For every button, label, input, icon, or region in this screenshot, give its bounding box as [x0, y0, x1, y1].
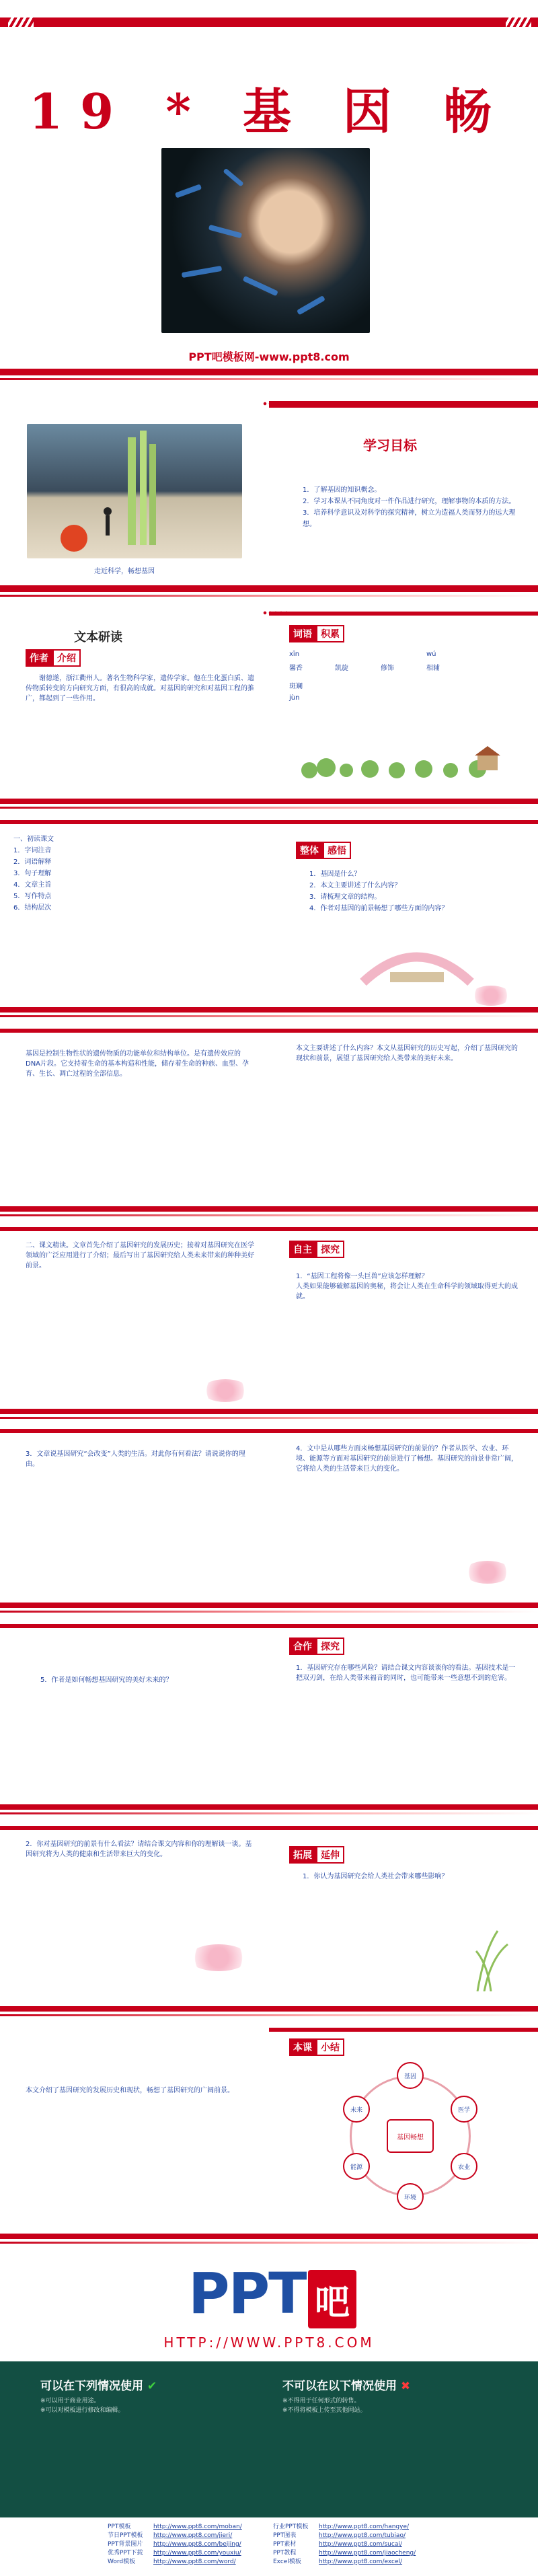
bottom-gradient-line — [0, 1214, 538, 1216]
check-icon: ✔ — [147, 2380, 157, 2393]
q2-answer: 本文主要讲述了什么内容？本文从基因研究的历史写起，介绍了基因研究的现状和前景，展望了基因研究给人类带来的美好未来。 — [296, 1045, 518, 1062]
image-caption: 走近科学，畅想基因 — [94, 568, 155, 575]
cannot-use-list: ※不得用于任何形式的转售。 ※不得将模板上传至其他网站。 — [282, 2398, 367, 2414]
footer-link[interactable]: PPT吧模板网-www.ppt8.com — [188, 351, 350, 363]
top-red-bar — [269, 612, 538, 616]
slide-questions — [0, 1026, 538, 1218]
diagram-node: 环境 — [397, 2183, 424, 2210]
top-red-bar — [0, 1624, 538, 1628]
resource-link[interactable]: http://www.ppt8.com/jieri/ — [153, 2532, 233, 2539]
bottom-red-bar — [0, 1206, 538, 1212]
dna-strands-illustration — [161, 148, 370, 333]
top-red-bar — [0, 820, 538, 824]
summary-text: 本文介绍了基因研究的发展历史和现状，畅想了基因研究的广阔前景。 — [26, 2087, 234, 2094]
diagram-node: 农业 — [451, 2153, 477, 2180]
cooperate-right: 1．基因研究存在哪些风险？请结合课文内容谈谈你的看法。基因技术是一把双刃剑，在给人类带来福音的同时，也可能带来一些意想不到的危害。 — [296, 1664, 516, 1682]
bottom-red-bar — [0, 1007, 538, 1013]
top-red-bar — [0, 17, 538, 27]
resource-link[interactable]: http://www.ppt8.com/youxiu/ — [153, 2550, 241, 2556]
goals-list — [303, 484, 518, 530]
author-badge: 作者 介绍 — [26, 649, 81, 667]
bottom-gradient-line — [0, 378, 538, 380]
site-url[interactable]: HTTP://WWW.PPT8.COM — [163, 2334, 375, 2351]
celery-man-image — [27, 424, 242, 558]
reading-item: 1．字词注音 — [13, 847, 52, 854]
resource-link[interactable]: http://www.ppt8.com/excel/ — [319, 2559, 403, 2565]
question-item: 4．作者对基因的前景畅想了哪些方面的内容？ — [309, 905, 449, 912]
overall-badge: 整体 感悟 — [296, 842, 351, 859]
link-label: PPT背景图片 — [108, 2541, 143, 2548]
can-use-list: ※可以用于商业用途。 ※可以对模板进行修改和编辑。 — [40, 2398, 124, 2414]
bottom-red-bar — [0, 2006, 538, 2012]
baby-dna-image — [161, 148, 370, 333]
bottom-red-bar — [0, 1409, 538, 1414]
slide-extend — [0, 1823, 538, 2018]
blossom-decor — [471, 986, 511, 1006]
resource-link[interactable]: http://www.ppt8.com/moban/ — [153, 2524, 242, 2530]
cannot-use-title: 不可以在以下情况使用 ✖ — [282, 2380, 411, 2393]
bottom-red-bar — [0, 2234, 538, 2239]
discussion-left: 3．文章说基因研究“会改变”人类的生活。对此你有何看法？请说说你的理由。 — [26, 1450, 245, 1468]
question-item: 1．基因是什么？ — [309, 871, 361, 878]
goal-item: 2．学习本课从不同角度对一件作品进行研究，理解事物的本质的方法。 — [303, 498, 516, 505]
bottom-red-bar — [0, 1804, 538, 1810]
top-red-bar — [269, 2028, 538, 2032]
bottom-gradient-line — [0, 595, 538, 597]
ppt-logo: PPT 吧 — [188, 2260, 356, 2328]
q1-answer: 基因是控制生物性状的遗传物质的功能单位和结构单位。是有遗传效应的DNA片段。它支持着生命的基本构造和性能，储存着生命的种族、血型、孕育、生长、凋亡过程的全部信息。 — [26, 1050, 249, 1078]
blossom-decor — [188, 1944, 249, 1971]
decor-stripes — [506, 17, 531, 27]
link-label: PPT素材 — [273, 2541, 297, 2548]
diagram-node: 医学 — [451, 2096, 477, 2123]
slide-summary — [0, 2025, 538, 2247]
resource-links — [108, 2523, 457, 2567]
decor-dots — [262, 610, 288, 616]
link-label: PPT模板 — [108, 2524, 131, 2530]
reading-item: 2．词语解释 — [13, 858, 52, 866]
reading-summary: 二、课文精读。文章首先介绍了基因研究的发展历史；接着对基因研究在医学领域的广泛应用进行了介绍；最后写出了基因研究给人类未来带来的种种美好前景。 — [26, 1242, 254, 1269]
link-label: 节日PPT模板 — [108, 2532, 143, 2539]
resource-link[interactable]: http://www.ppt8.com/hangye/ — [319, 2524, 410, 2530]
study-heading: 文本研读 — [74, 630, 122, 645]
can-use-title: 可以在下列情况使用 ✔ — [40, 2380, 157, 2393]
link-label: Word模板 — [108, 2559, 136, 2565]
resource-link[interactable]: http://www.ppt8.com/word/ — [153, 2559, 236, 2565]
diagram-node: 基因 — [397, 2062, 424, 2089]
slide-overall — [0, 817, 538, 1019]
question-item: 3．请梳理文章的结构。 — [309, 893, 381, 901]
reading-item: 一、初读课文 — [13, 836, 54, 843]
slide-goals — [0, 397, 538, 599]
decor-dots — [262, 401, 288, 406]
explore-text: 1．“基因工程将像一头巨兽”应该怎样理解？ 人类如果能够破解基因的奥秘，将会让人类在生命科学的领域取得更大的成就。 — [296, 1273, 518, 1300]
grass-illustration — [471, 1924, 511, 1991]
question-item: 2．本文主要讲述了什么内容？ — [309, 882, 401, 889]
decor-stripes — [8, 17, 34, 27]
blossom-decor — [202, 1379, 249, 1402]
top-red-bar — [0, 1227, 538, 1231]
top-red-bar — [0, 1029, 538, 1033]
diagram-node: 未来 — [343, 2096, 370, 2123]
link-label: Excel模板 — [273, 2559, 301, 2565]
diagram-node: 能源 — [343, 2153, 370, 2180]
bottom-red-bar — [0, 1603, 538, 1608]
question-list — [309, 869, 511, 914]
usage-terms-panel — [0, 2361, 538, 2517]
top-red-bar — [0, 1826, 538, 1830]
village-illustration — [296, 743, 511, 784]
bottom-gradient-line — [0, 807, 538, 809]
slide-explore — [0, 1224, 538, 1420]
vocab-grid: xīn wú 馨香 凯旋 修饰 相辅 斑斓 jùn — [289, 651, 440, 702]
bottom-gradient-line — [0, 2242, 538, 2244]
diagram-center: 基因畅想 — [387, 2119, 434, 2153]
vocab-badge: 词语 积累 — [289, 625, 344, 642]
bottom-red-bar — [0, 799, 538, 804]
goals-heading: 学习目标 — [363, 437, 417, 453]
blossom-decor — [464, 1561, 511, 1584]
resource-link[interactable]: http://www.ppt8.com/beijing/ — [153, 2541, 241, 2548]
reading-item: 4．文章主旨 — [13, 881, 52, 889]
slide-title — [0, 0, 538, 381]
resource-link[interactable]: http://www.ppt8.com/jiaocheng/ — [319, 2550, 416, 2556]
resource-link[interactable]: http://www.ppt8.com/sucai/ — [319, 2541, 402, 2548]
link-label: 行业PPT模板 — [273, 2524, 309, 2530]
top-red-bar — [0, 1429, 538, 1433]
explore-badge: 自主 探究 — [289, 1241, 344, 1258]
flower-arch-illustration — [350, 939, 484, 986]
bottom-red-bar — [0, 369, 538, 375]
slide-cooperate — [0, 1621, 538, 1816]
link-label: 优秀PPT下载 — [108, 2550, 143, 2556]
cooperate-badge: 合作 探究 — [289, 1637, 344, 1655]
reading-item: 5．写作特点 — [13, 893, 52, 900]
bottom-gradient-line — [0, 1611, 538, 1613]
bottom-red-bar — [0, 585, 538, 592]
resource-link[interactable]: http://www.ppt8.com/tubiao/ — [319, 2532, 406, 2539]
bottom-gradient-line — [0, 2014, 538, 2016]
celery-illustration — [27, 424, 242, 558]
lesson-title: 19 * 基 因 畅 — [28, 83, 510, 140]
bottom-gradient-line — [0, 1812, 538, 1814]
cooperate-left: 5．作者是如何畅想基因研究的美好未来的？ — [40, 1677, 173, 1684]
extend-right: 1．你认为基因研究会给人类社会带来哪些影响？ — [303, 1873, 449, 1880]
link-label: PPT教程 — [273, 2550, 297, 2556]
bottom-gradient-line — [0, 1417, 538, 1419]
reading-item: 3．句子理解 — [13, 870, 52, 877]
summary-diagram — [336, 2062, 484, 2210]
author-text: 谢德遂，浙江衢州人。著名生物科学家，遗传学家。他在生化蛋白质、遗传物质转变的方向研究方面，有很高的成就。对基因的研究和对基因工程的推广，都起到了一些作用。 — [26, 675, 254, 702]
reading-list — [13, 834, 256, 914]
cross-icon: ✖ — [400, 2380, 411, 2393]
reading-item: 6．结构层次 — [13, 904, 52, 912]
extend-badge: 拓展 延伸 — [289, 1846, 344, 1864]
extend-left: 2．你对基因研究的前景有什么看法？请结合课文内容和你的理解谈一谈。基因研究将为人类的健康和生活带来巨大的变化。 — [26, 1841, 252, 1858]
goal-item: 1．了解基因的知识概念。 — [303, 486, 381, 494]
summary-badge: 本课 小结 — [289, 2038, 344, 2056]
bottom-gradient-line — [0, 1015, 538, 1017]
link-label: PPT图表 — [273, 2532, 297, 2539]
slide-discussion — [0, 1426, 538, 1615]
top-red-bar — [269, 401, 538, 408]
slide-text-study — [0, 609, 538, 811]
discussion-right: 4．文中是从哪些方面来畅想基因研究的前景的？作者从医学、农业、环境、能源等方面对基因研究的前景进行了畅想。基因研究的前景非常广阔，它将给人类的生活带来巨大的变化。 — [296, 1445, 518, 1473]
ad-block — [0, 2254, 538, 2576]
goal-item: 3．培养科学意识及对科学的探究精神，树立为造福人类而努力的远大理想。 — [303, 509, 516, 528]
